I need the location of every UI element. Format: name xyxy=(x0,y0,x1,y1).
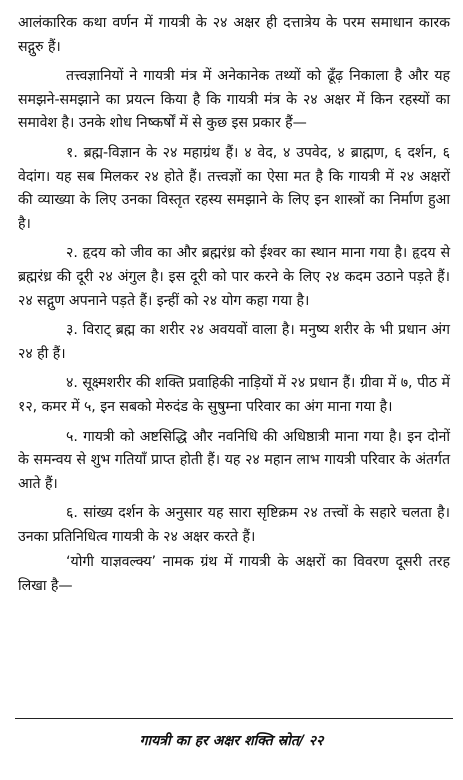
point-2-paragraph: २. हृदय को जीव का और ब्रह्मरंध्र को ईश्वर का स्थान माना गया है। हृदय से ब्रह्मरंध्र की दूरी २४ अंगुल है। इस दूरी को पार करने के लिए २४ कदम उठाने पड़ते हैं। २४ सद्गुण अपनाने पड़ते हैं। इन्हीं को २४ योग कहा गया है। xyxy=(18,245,450,309)
page-footer: गायत्री का हर अक्षर शक्ति स्रोत/ २२ xyxy=(139,733,324,749)
point-5-paragraph: ५. गायत्री को अष्टसिद्धि और नवनिधि की अधिष्ठात्री माना गया है। इन दोनों के समन्वय से शुभ गतियाँ प्राप्त होती हैं। यह २४ महान लाभ गायत्री परिवार के अंतर्गत आते हैं। xyxy=(18,428,450,492)
research-paragraph: तत्त्वज्ञानियों ने गायत्री मंत्र में अनेकानेक तथ्यों को ढूँढ़ निकाला है और यह समझने-समझाने का प्रयत्न किया है कि गायत्री मंत्र के २४ अक्षर में किन रहस्यों का समावेश है। उनके शोध निष्कर्षों में से कुछ इस प्रकार हैं— xyxy=(18,68,450,132)
page-body xyxy=(18,12,450,605)
point-4-paragraph: ४. सूक्ष्मशरीर की शक्ति प्रवाहिकी नाड़ियों में २४ प्रधान हैं। ग्रीवा में ७, पीठ में १२, कमर में ५, इन सबको मेरुदंड के सुषुम्ना परिवार का अंग माना गया है। xyxy=(18,375,450,415)
footer-divider xyxy=(15,718,453,719)
point-6-paragraph: ६. सांख्य दर्शन के अनुसार यह सारा सृष्टिक्रम २४ तत्त्वों के सहारे चलता है। उनका प्रतिनिधित्व गायत्री के २४ अक्षर करते हैं। xyxy=(18,505,450,545)
intro-paragraph: आलंकारिक कथा वर्णन में गायत्री के २४ अक्षर ही दत्तात्रेय के परम समाधान कारक सद्गुरु हैं। xyxy=(18,15,450,55)
point-3-paragraph: ३. विराट् ब्रह्म का शरीर २४ अवयवों वाला है। मनुष्य शरीर के भी प्रधान अंग २४ ही हैं। xyxy=(18,322,450,362)
yogi-yajnavalkya-paragraph: ‘योगी याज्ञवल्क्य’ नामक ग्रंथ में गायत्री के अक्षरों का विवरण दूसरी तरह लिखा है— xyxy=(18,554,450,595)
point-1-paragraph: १. ब्रह्म-विज्ञान के २४ महाग्रंथ हैं। ४ वेद, ४ उपवेद, ४ ब्राह्मण, ६ दर्शन, ६ वेदांग। यह सब मिलकर २४ होते हैं। तत्त्वज्ञों का ऐसा मत है कि गायत्री में २४ अक्षरों की व्याख्या के लिए उनका विस्तृत रहस्य समझाने के लिए इन शास्त्रों का निर्माण हुआ है। xyxy=(18,144,450,232)
